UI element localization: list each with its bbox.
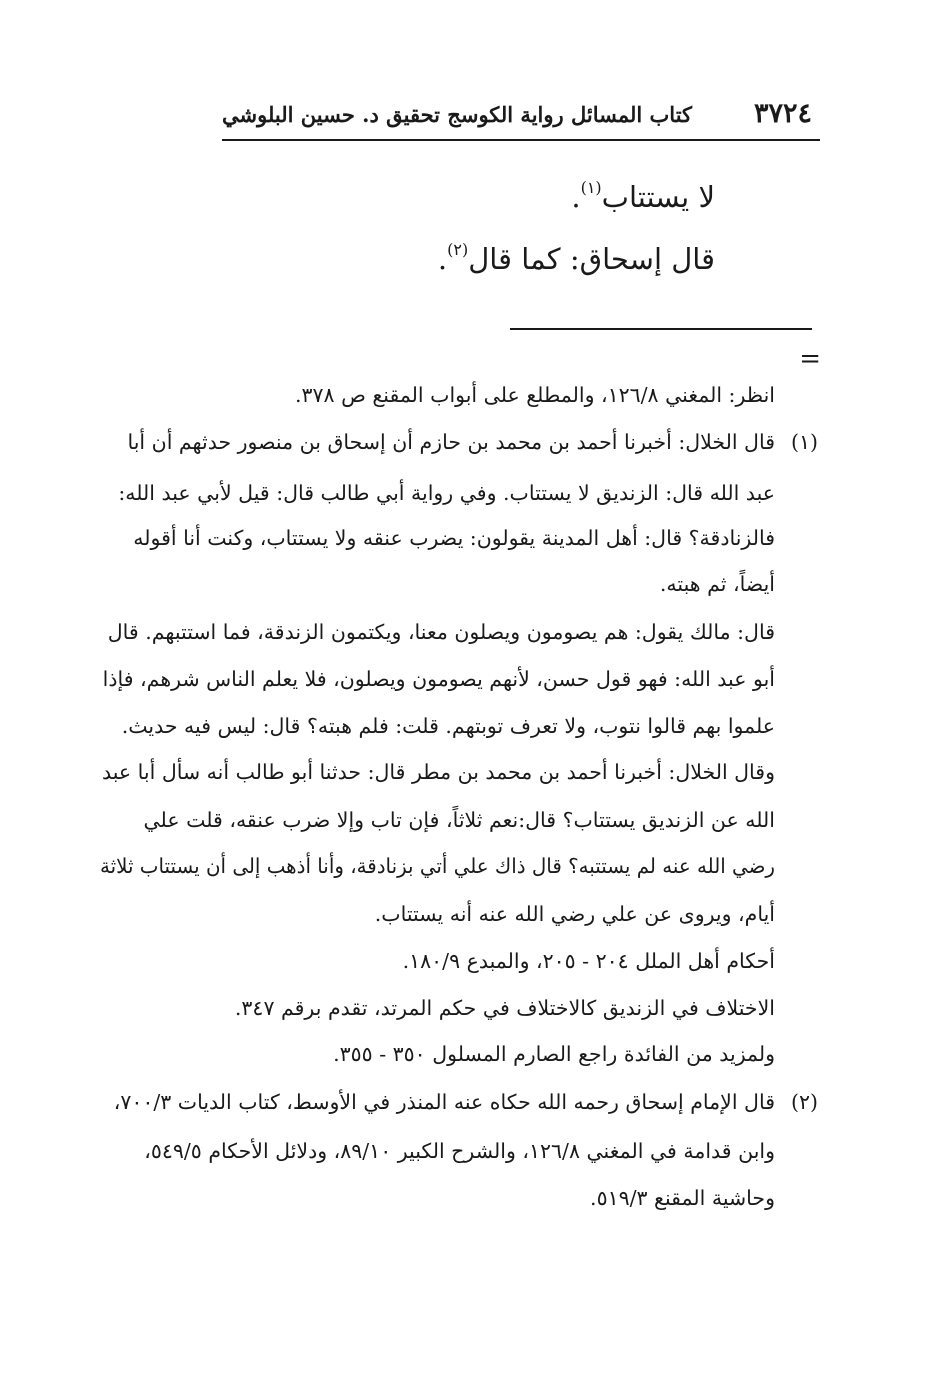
page-header (222, 96, 820, 136)
footnote-line: أيام، ويروى عن علي رضي الله عنه أنه يستتاب. (374, 902, 775, 926)
footnote-line: وقال الخلال: أخبرنا أحمد بن محمد بن مطر قال: حدثنا أبو طالب أنه سأل أبا عبد (101, 760, 775, 784)
main-text: قال إسحاق: كما قال (468, 242, 715, 276)
footnote-line: وابن قدامة في المغني ١٢٦/٨، والشرح الكبير ٨٩/١٠، ودلائل الأحكام ٥٤٩/٥، (144, 1139, 775, 1163)
footnote-line: الله عن الزنديق يستتاب؟ قال:نعم ثلاثاً، فإن تاب وإلا ضرب عنقه، قلت علي (143, 808, 775, 832)
footnote-1-number: (١) (790, 430, 818, 454)
footnote-line: أحكام أهل الملل ٢٠٤ - ٢٠٥، والمبدع ١٨٠/٩. (402, 949, 775, 973)
main-period: . (437, 242, 448, 276)
footnote-2-number: (٢) (790, 1090, 818, 1114)
footnote-line: عبد الله قال: الزنديق لا يستتاب. وفي رواية أبي طالب قال: قيل لأبي عبد الله: (118, 481, 775, 505)
header-rule (222, 139, 820, 141)
footnote-line: قال الخلال: أخبرنا أحمد بن محمد بن حازم أن إسحاق بن منصور حدثهم أن أبا (127, 430, 775, 454)
page-number: ٣٧٢٤ (753, 98, 812, 129)
footnote-line: وحاشية المقنع ٥١٩/٣. (590, 1186, 775, 1210)
footnote-carry-over: انظر: المغني ١٢٦/٨، والمطلع على أبواب المقنع ص ٣٧٨. (294, 383, 775, 407)
footnote-line: علموا بهم قالوا نتوب، ولا تعرف توبتهم. قلت: فلم هبته؟ قال: ليس فيه حديث. (121, 714, 775, 738)
main-text-line-1 (571, 178, 715, 214)
main-text-line-2 (438, 240, 715, 276)
footnote-ref-2: (٢) (447, 240, 469, 259)
footnote-line: أيضاً، ثم هبته. (659, 572, 775, 596)
footnote-line: قال الإمام إسحاق رحمه الله حكاه عنه المنذر في الأوسط، كتاب الديات ٧٠٠/٣، (113, 1090, 775, 1114)
main-period: . (571, 180, 581, 214)
continuation-mark: = (799, 344, 821, 374)
footnote-line: ولمزيد من الفائدة راجع الصارم المسلول ٣٥٠ - ٣٥٥. (333, 1042, 775, 1066)
footnote-line: رضي الله عنه لم يستتبه؟ قال ذاك علي أتي بزنادقة، وأنا أذهب إلى أن يستتاب ثلاثة (100, 854, 775, 878)
main-text: لا يستتاب (601, 180, 715, 214)
footnote-line: قال: مالك يقول: هم يصومون ويصلون معنا، ويكتمون الزندقة، فما استتبهم. قال (107, 620, 775, 644)
footnote-line: الاختلاف في الزنديق كالاختلاف في حكم المرتد، تقدم برقم ٣٤٧. (234, 996, 775, 1020)
footnote-line: أبو عبد الله: فهو قول حسن، لأنهم يصومون ويصلون، فلا يعلم الناس شرهم، فإذا (102, 667, 775, 691)
running-title: كتاب المسائل رواية الكوسج تحقيق د. حسين البلوشي (222, 102, 693, 127)
footnote-line: فالزنادقة؟ قال: أهل المدينة يقولون: يضرب عنقه ولا يستتاب، وكنت أنا أقوله (133, 526, 775, 550)
footnote-ref-1: (١) (580, 178, 602, 197)
footnote-separator (510, 328, 812, 330)
